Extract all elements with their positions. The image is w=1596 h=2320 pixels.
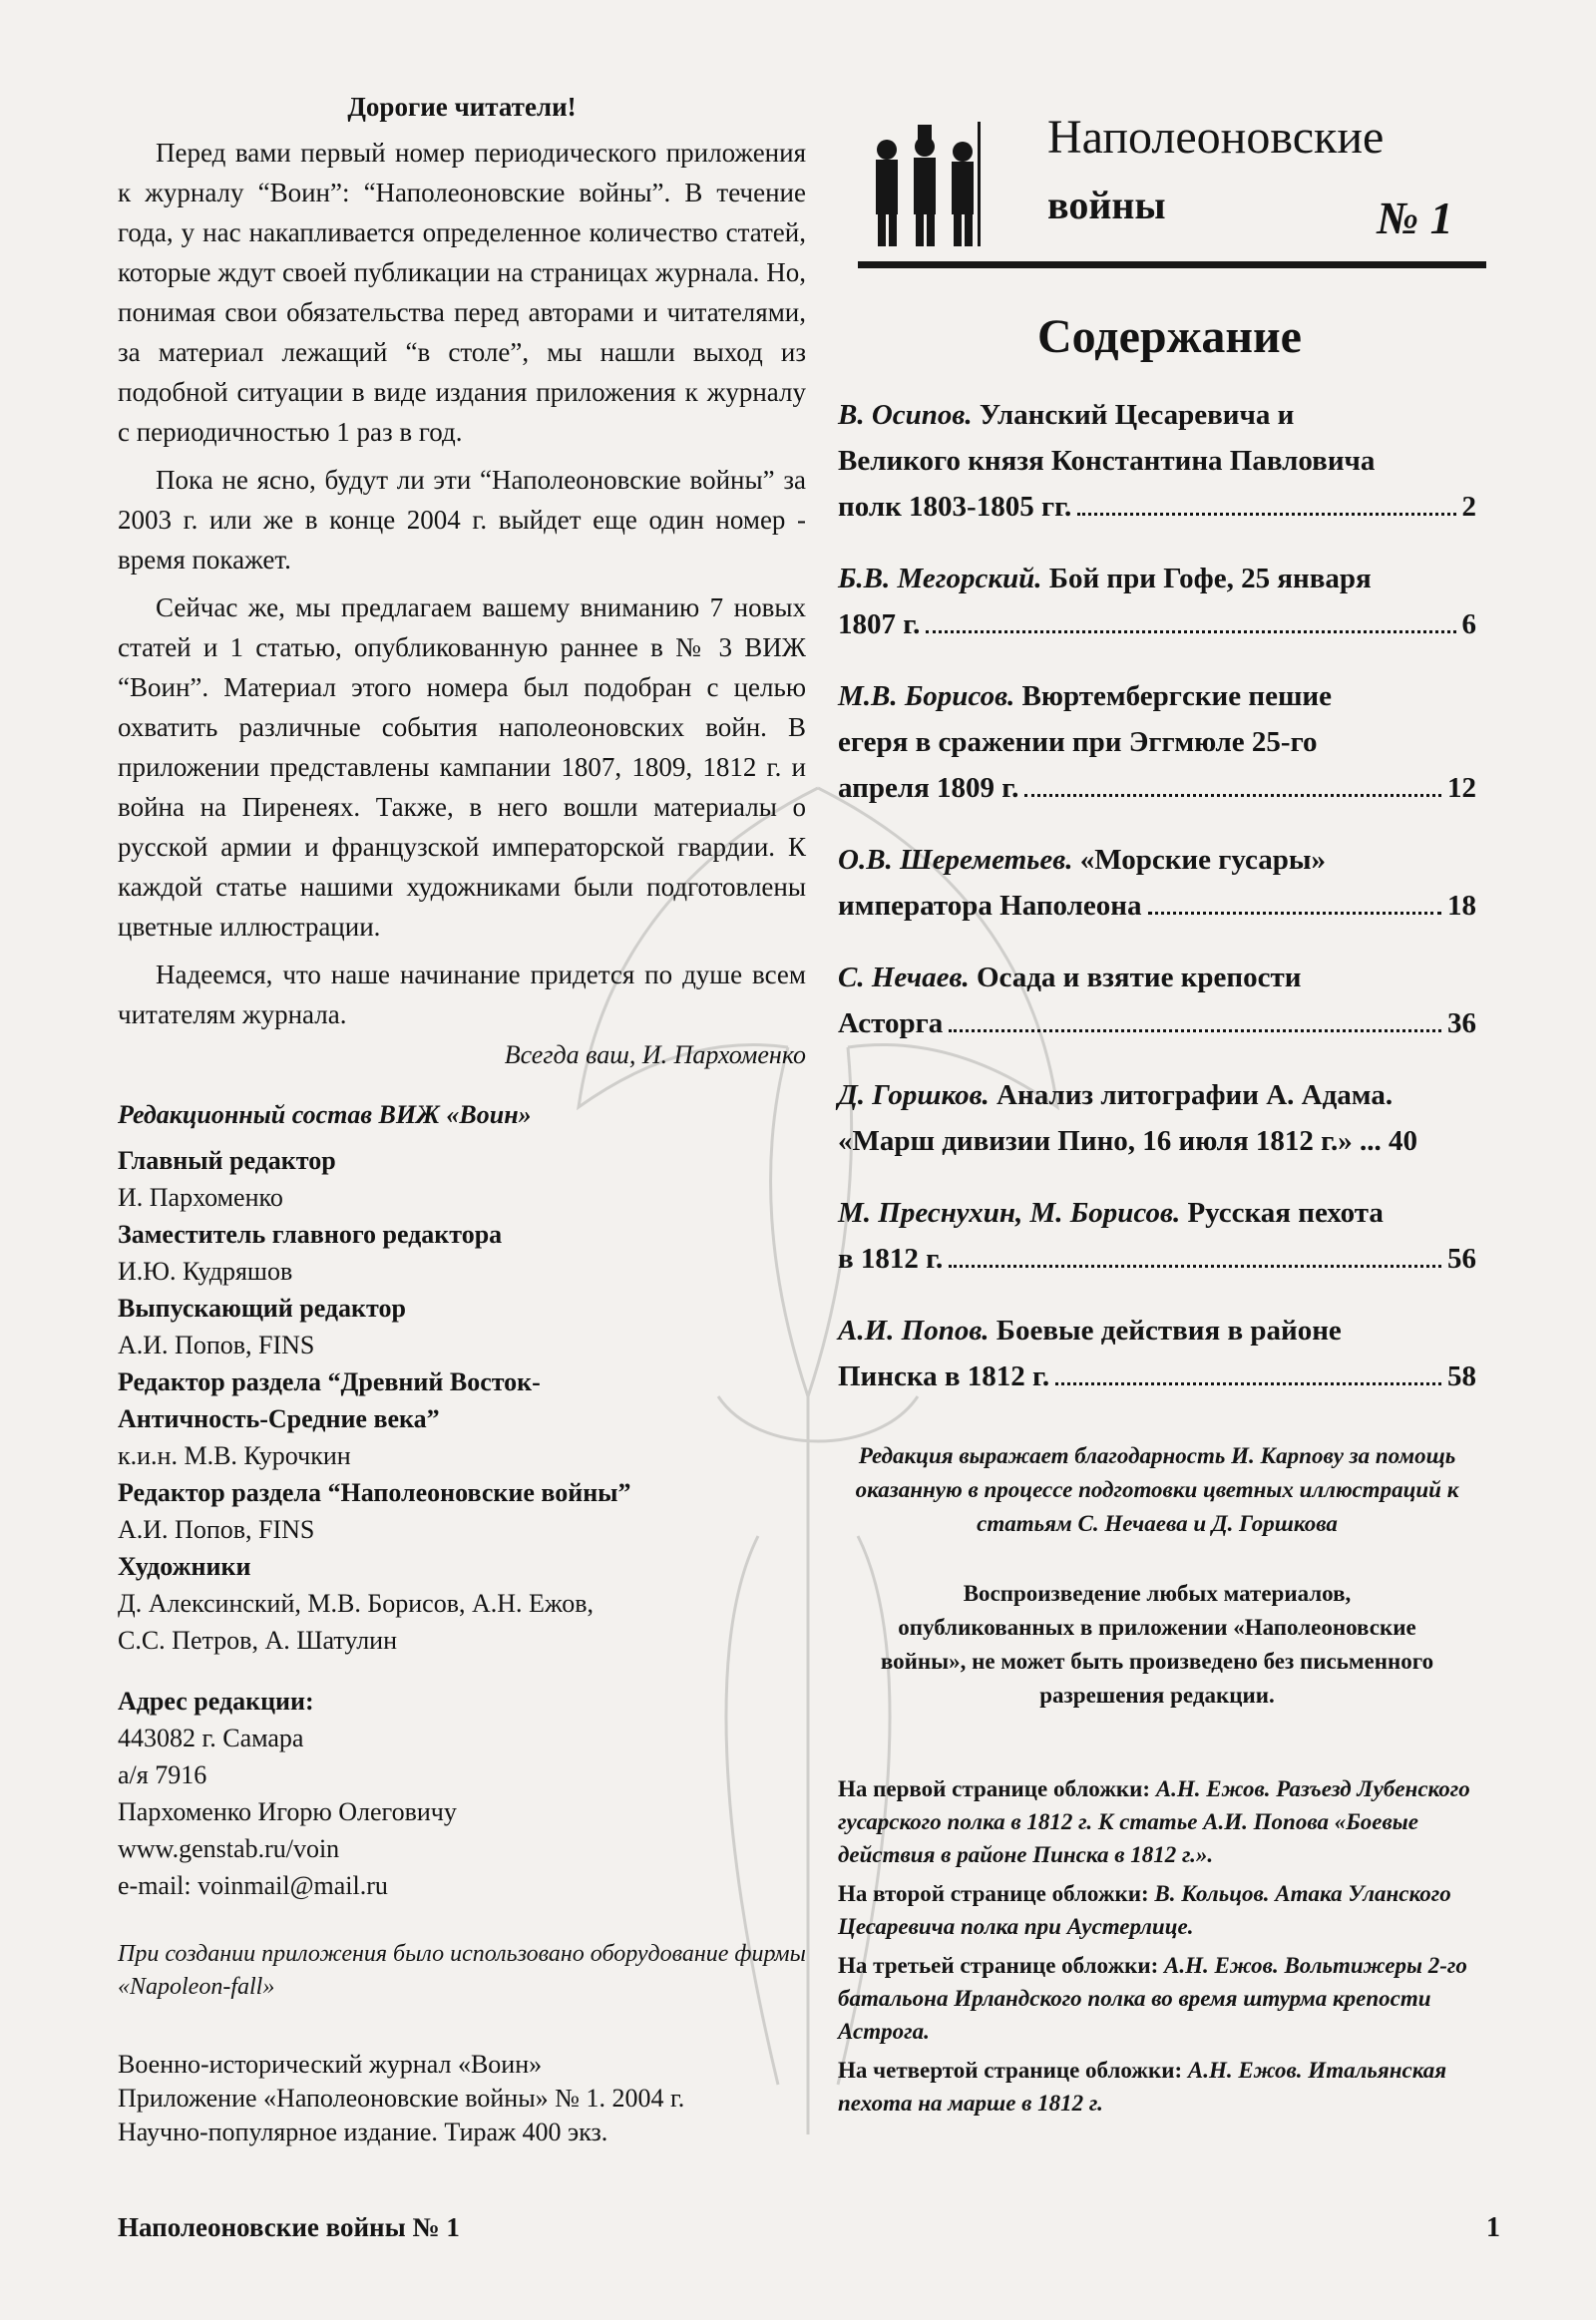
acknowledgement: Редакция выражает благодарность И. Карпову за помощь оказанную в процессе подготовки цветных иллюстраций к статьям С. Нечаева и Д. Горшкова [855,1443,1459,1536]
toc-entry[interactable] [838,673,1476,811]
toc-title-line: «Марш дивизии Пино, 16 июля 1812 г.» ... [838,1125,1382,1157]
copyright-notice: Воспроизведение любых материалов, опубликованных в приложении «Наполеоновские войны», не может быть произведено без письменного разрешения редакции. [880,1581,1434,1708]
staff-title: Редакционный состав ВИЖ «Воин» [118,1100,532,1129]
staff-person: А.И. Попов, FINS [118,1331,315,1359]
toc-leader-dots [949,1265,1441,1268]
equipment-note: При создании приложения было использовано оборудование фирмы «Napoleon-fall» [118,1941,806,2000]
toc-author: Д. Горшков. [838,1079,990,1111]
toc-title-line: Анализ литографии А. Адама. [997,1079,1394,1111]
toc-author: С. Нечаев. [838,962,970,993]
toc-page-number: 12 [1447,772,1476,804]
toc-entry[interactable] [838,556,1476,647]
masthead-rule [858,261,1486,268]
toc-page-number: 56 [1447,1243,1476,1275]
toc-entry[interactable] [838,1072,1476,1164]
toc-title-line: Бой при Гофе, 25 января [1048,563,1372,594]
toc-title-line: Русская пехота [1187,1197,1384,1229]
cover-label: На первой странице обложки: [838,1776,1151,1801]
staff-role: Художники [118,1552,251,1581]
toc-title-line: Боевые действия в районе [996,1315,1342,1347]
cover-text: А.Н. Ежов. Итальянская пехота на марше в 1812 г. [838,2058,1447,2116]
toc-leader-dots [949,1029,1441,1032]
cover-label: На четвертой странице обложки: [838,2058,1183,2083]
greeting-signature: Всегда ваш, И. Пархоменко [504,1040,806,1069]
toc-leader-dots [926,630,1455,633]
toc-title-line: «Морские гусары» [1079,844,1327,876]
toc-entry[interactable] [838,837,1476,929]
staff-person: И. Пархоменко [118,1183,283,1212]
staff-role: Античность-Средние века” [118,1404,440,1433]
staff-person: С.С. Петров, А. Шатулин [118,1626,398,1655]
imprint-line: Военно-исторический журнал «Воин» [118,2050,543,2079]
toc-leader-dots [1148,912,1441,915]
toc-entry[interactable] [838,1308,1476,1399]
toc-page-number: 40 [1389,1125,1418,1157]
address-line: 443082 г. Самара [118,1724,304,1752]
soldiers-logo-icon [868,120,988,249]
footer-title: Наполеоновские войны № 1 [118,2212,460,2242]
masthead [838,100,1476,269]
contents-heading: Содержание [1037,310,1302,363]
issue-number: № 1 [1377,193,1453,243]
masthead-subtitle: войны [1047,183,1166,227]
cover-credits [838,1772,1476,2120]
toc-author: М.В. Борисов. [838,680,1015,712]
toc-author: А.И. Попов. [838,1315,990,1347]
toc-title-line: Осада и взятие крепости [976,962,1302,993]
staff-person: к.и.н. М.В. Курочкин [118,1441,351,1470]
cover-label: На второй странице обложки: [838,1881,1149,1906]
greeting-paragraph: Сейчас же, мы предлагаем вашему вниманию 7 новых статей и 1 статью, опубликованную раннее в № 3 ВИЖ “Воин”. Материал этого номера был подобран с целью охватить различные события наполеоновских войн. В приложении представлены кампании 1807, 1809, 1812 г. и война на Пиренеях. Также, в него вошли материалы о русской армии и французской императорской гвардии. К каждой статье нашими художниками были подготовлены цветные иллюстрации. [118,592,806,942]
toc-author: М. Преснухин, М. Борисов. [838,1197,1181,1229]
toc-title-line: егеря в сражении при Эггмюле 25-го [838,726,1318,758]
toc-entry[interactable] [838,392,1476,530]
staff-list [118,1142,806,1659]
staff-role: Главный редактор [118,1146,336,1175]
cover-label: На третьей странице обложки: [838,1953,1159,1978]
address-line: Пархоменко Игорю Олеговичу [118,1797,457,1826]
toc-title-line: апреля 1809 г. [838,772,1019,804]
imprint-line: Научно-популярное издание. Тираж 400 экз. [118,2118,608,2146]
cover-text: В. Кольцов. Атака Уланского Цесаревича полка при Аустерлице. [838,1881,1451,1939]
staff-person: И.Ю. Кудряшов [118,1257,293,1286]
page-number: 1 [1486,2212,1500,2243]
toc-title-line: в 1812 г. [838,1243,944,1275]
toc-author: Б.В. Мегорский. [838,563,1042,594]
greeting-paragraph: Перед вами первый номер периодического приложения к журналу “Воин”: “Наполеоновские войны”. В течение года, у нас накапливается определенное количество статей, которые ждут своей публикации на страницах журнала. Но, понимая свои обязательства перед авторами и читателями, за материал лежащий “в столе”, мы нашли выход из подобной ситуации в виде издания приложения к журналу с периодичностью 1 раз в год. [118,138,806,447]
staff-role: Редактор раздела “Древний Восток- [118,1367,541,1396]
toc-leader-dots [1055,1382,1441,1385]
email-link[interactable]: e-mail: voinmail@mail.ru [118,1871,388,1900]
toc-leader-dots [1024,794,1441,797]
right-column [838,100,1476,2126]
toc-page-number: 18 [1447,890,1476,922]
toc-page-number: 36 [1447,1007,1476,1039]
staff-role: Редактор раздела “Наполеоновские войны” [118,1478,631,1507]
imprint [118,2048,806,2149]
staff-person: А.И. Попов, FINS [118,1515,315,1544]
toc-title-line: императора Наполеона [838,890,1142,922]
greeting-paragraph: Надеемся, что наше начинание придется по душе всем читателям журнала. [118,960,806,1029]
toc-page-number: 2 [1461,491,1476,523]
toc-title-line: 1807 г. [838,608,921,640]
staff-role: Выпускающий редактор [118,1294,406,1323]
website-link[interactable]: www.genstab.ru/voin [118,1834,340,1863]
cover-credit [838,1772,1476,1871]
greeting-paragraph: Пока не ясно, будут ли эти “Наполеоновские войны” за 2003 г. или же в конце 2004 г. выйдет еще один номер - время покажет. [118,465,806,575]
address-block [118,1683,806,1904]
toc-title-line: Уланский Цесаревича и [979,399,1295,431]
cover-credit [838,1949,1476,2048]
toc-title-line: полк 1803-1805 гг. [838,491,1072,523]
masthead-title: Наполеоновские [1047,111,1385,164]
imprint-line: Приложение «Наполеоновские войны» № 1. 2004 г. [118,2084,685,2113]
toc-leader-dots [1077,513,1455,516]
toc-entry[interactable] [838,955,1476,1046]
cover-text: А.Н. Ежов. Вольтижеры 2-го батальона Ирландского полка во время штурма крепости Астрога. [838,1953,1467,2044]
cover-credit [838,2054,1476,2120]
address-title: Адрес редакции: [118,1687,314,1716]
table-of-contents [838,392,1476,1399]
toc-page-number: 6 [1461,608,1476,640]
toc-author: В. Осипов. [838,399,973,431]
toc-entry[interactable] [838,1190,1476,1282]
toc-title-line: Пинска в 1812 г. [838,1360,1050,1392]
toc-title-line: Великого князя Константина Павловича [838,445,1376,477]
toc-page-number: 58 [1447,1360,1476,1392]
cover-text: А.Н. Ежов. Разъезд Лубенского гусарского полка в 1812 г. К статье А.И. Попова «Боевые действия в районе Пинска в 1812 г.». [838,1776,1470,1867]
staff-role: Заместитель главного редактора [118,1220,503,1249]
toc-author: О.В. Шереметьев. [838,844,1073,876]
staff-person: Д. Алексинский, М.В. Борисов, А.Н. Ежов, [118,1589,595,1618]
greeting-title: Дорогие читатели! [347,92,577,122]
address-line: а/я 7916 [118,1760,207,1789]
toc-title-line: Асторга [838,1007,944,1039]
cover-credit [838,1877,1476,1943]
toc-title-line: Вюртембергские пешие [1021,680,1333,712]
left-column [118,92,806,2149]
